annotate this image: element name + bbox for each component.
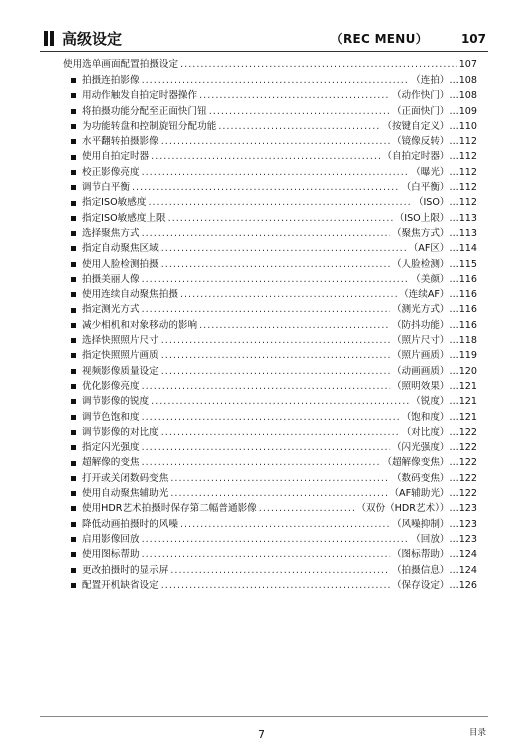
- section-marker-icon: [44, 31, 55, 46]
- dot-leader: [142, 532, 410, 547]
- toc-entry[interactable]: [63, 517, 477, 532]
- toc-entry-setting: （ISO）: [413, 197, 450, 209]
- toc-entry-label: 配置开机缺省设定: [82, 579, 159, 591]
- toc-entry-label: 调节色饱和度: [82, 411, 140, 423]
- toc-entry-label: 水平翻转拍摄影像: [82, 136, 159, 148]
- toc-entry-setting: （美颜）: [411, 273, 450, 285]
- dot-leader-tail: ...: [449, 335, 459, 347]
- toc-entry-label: 指定ISO敏感度: [82, 197, 147, 209]
- toc-entry-setting: （聚焦方式）: [391, 227, 450, 239]
- toc-entry-page: 122: [458, 472, 477, 484]
- toc-entry-page: 120: [458, 365, 477, 377]
- toc-entry[interactable]: [63, 440, 477, 455]
- toc-entry-page: 126: [458, 579, 477, 591]
- bullet-square-icon: [71, 476, 76, 481]
- dot-leader: [259, 501, 355, 516]
- toc-entry-label: 指定ISO敏感度上限: [82, 212, 166, 224]
- toc-entry-setting: （测光方式）: [391, 304, 450, 316]
- toc-entry[interactable]: [63, 302, 477, 317]
- bullet-square-icon: [71, 583, 76, 588]
- toc-entry-setting: （曝光）: [411, 166, 450, 178]
- header-page-number: 107: [460, 32, 486, 46]
- toc-entry[interactable]: [63, 563, 477, 578]
- toc-entry[interactable]: [63, 348, 477, 363]
- dot-leader-tail: ...: [449, 304, 459, 316]
- dot-leader-tail: ...: [449, 273, 459, 285]
- toc-entry-page: 122: [458, 488, 477, 500]
- toc-entry[interactable]: [63, 578, 477, 593]
- toc-entry-label: 指定闪光强度: [82, 442, 140, 454]
- toc-entry[interactable]: [63, 241, 477, 256]
- toc-entry-setting: （正面快门）: [391, 105, 450, 117]
- bullet-square-icon: [71, 139, 76, 144]
- toc-entry-page: 109: [458, 105, 477, 117]
- toc-entry[interactable]: [63, 134, 477, 149]
- bullet-square-icon: [71, 124, 76, 129]
- toc-entry-page: 110: [458, 120, 477, 132]
- dot-leader: [218, 119, 380, 134]
- toc-head-label: 使用选单画面配置拍摄设定: [63, 59, 179, 70]
- contents-link[interactable]: 目录: [468, 728, 486, 738]
- dot-leader: [180, 517, 390, 532]
- toc-entry-setting: （照片画质）: [391, 350, 450, 362]
- page-title: 高级设定: [62, 30, 123, 48]
- toc-entry[interactable]: [63, 318, 477, 333]
- dot-leader-tail: ...: [449, 258, 459, 270]
- toc-entry-label: 优化影像亮度: [82, 380, 140, 392]
- dot-leader-tail: ...: [449, 319, 459, 331]
- dot-leader-tail: ...: [449, 411, 459, 423]
- toc-entry-page: 124: [458, 564, 477, 576]
- toc-entry-page: 122: [458, 457, 477, 469]
- toc-entry-page: 122: [458, 426, 477, 438]
- toc-entry-label: 视频影像质量设定: [82, 365, 159, 377]
- toc-entry[interactable]: [63, 226, 477, 241]
- toc-entry-page: 112: [458, 151, 477, 163]
- dot-leader: [161, 348, 390, 363]
- toc-entry-page: 121: [458, 380, 477, 392]
- dot-leader-tail: ...: [449, 457, 459, 469]
- toc-entry-page: 124: [458, 549, 477, 561]
- toc-entry-setting: （风噪抑制）: [391, 518, 450, 530]
- dot-leader: [199, 318, 390, 333]
- dot-leader-tail: ...: [449, 212, 459, 224]
- toc-entry-label: 选择快照照片尺寸: [82, 335, 159, 347]
- dot-leader-tail: ...: [449, 549, 459, 561]
- toc-entry-setting: （锐度）: [411, 396, 450, 408]
- toc-entry[interactable]: [63, 364, 477, 379]
- toc-entry-label: 为功能转盘和控制旋钮分配功能: [82, 120, 217, 132]
- toc-entry-page: 116: [458, 304, 477, 316]
- bullet-square-icon: [71, 93, 76, 98]
- toc-entry-page: 112: [458, 197, 477, 209]
- toc-entry[interactable]: [63, 379, 477, 394]
- section-name: （REC MENU）: [330, 32, 428, 46]
- toc-entry-setting: （白平衡）: [401, 182, 450, 194]
- toc-entry-label: 拍摄美丽人像: [82, 273, 140, 285]
- toc-entry-page: 122: [458, 442, 477, 454]
- dot-leader-tail: ...: [449, 243, 459, 255]
- dot-leader-tail: ...: [449, 396, 459, 408]
- dot-leader: [142, 379, 390, 394]
- dot-leader: [151, 149, 380, 164]
- toc-entry-page: 112: [458, 166, 477, 178]
- toc-entry-setting: （镜像反转）: [391, 136, 450, 148]
- dot-leader: [170, 471, 390, 486]
- toc-entry-setting: （AF区）: [408, 243, 450, 255]
- toc-entry[interactable]: [63, 257, 477, 272]
- dot-leader: [142, 455, 381, 470]
- toc-entry-setting: （动作快门）: [391, 90, 450, 102]
- dot-leader: [142, 440, 390, 455]
- toc-entry-setting: （闪光强度）: [391, 442, 450, 454]
- toc-entry-label: 减少相机和对象移动的影响: [82, 319, 198, 331]
- toc-entry[interactable]: [63, 104, 477, 119]
- bullet-square-icon: [71, 185, 76, 190]
- bullet-square-icon: [71, 353, 76, 358]
- bullet-square-icon: [71, 277, 76, 282]
- toc-list: [63, 73, 477, 593]
- toc-head-entry[interactable]: [63, 57, 477, 73]
- toc-entry-page: 121: [458, 396, 477, 408]
- dot-leader-tail: ...: [449, 472, 459, 484]
- toc-entry[interactable]: [63, 119, 477, 134]
- dot-leader-tail: ...: [449, 289, 459, 301]
- toc-entry-label: 校正影像亮度: [82, 166, 140, 178]
- toc-entry-setting: （按键自定义）: [382, 120, 450, 132]
- dot-leader: [161, 134, 390, 149]
- toc-entry-page: 116: [458, 273, 477, 285]
- toc-entry-page: 118: [458, 335, 477, 347]
- bullet-square-icon: [71, 231, 76, 236]
- toc-entry[interactable]: [63, 287, 477, 302]
- toc-entry-label: 调节影像的对比度: [82, 426, 159, 438]
- toc-entry-setting: （人脸检测）: [391, 258, 450, 270]
- bullet-square-icon: [71, 308, 76, 313]
- toc-entry[interactable]: [63, 532, 477, 547]
- footer-page-number: 7: [258, 728, 265, 741]
- bullet-square-icon: [71, 491, 76, 496]
- toc-head-page: 107: [458, 59, 477, 70]
- toc-entry-setting: （连续AF）: [399, 289, 450, 301]
- toc-entry[interactable]: [63, 425, 477, 440]
- dot-leader-tail: ...: [449, 365, 459, 377]
- toc-entry[interactable]: [63, 165, 477, 180]
- toc-entry-page: 108: [458, 75, 477, 86]
- toc-entry-label: 使用人脸检测拍摄: [82, 258, 159, 270]
- bullet-square-icon: [71, 155, 76, 160]
- dot-leader: [161, 578, 390, 593]
- bullet-square-icon: [71, 430, 76, 435]
- toc-entry-label: 指定快照照片画质: [82, 350, 159, 362]
- bullet-square-icon: [71, 262, 76, 267]
- bullet-square-icon: [71, 323, 76, 328]
- toc-entry[interactable]: [63, 486, 477, 501]
- dot-leader: [199, 88, 390, 103]
- dot-leader: [168, 211, 393, 226]
- footer-divider: [40, 716, 488, 717]
- toc-entry[interactable]: [63, 501, 477, 516]
- bullet-square-icon: [71, 216, 76, 221]
- dot-leader: [209, 104, 390, 119]
- dot-leader: [180, 57, 457, 73]
- toc-entry-page: 112: [458, 182, 477, 194]
- dot-leader-tail: ...: [449, 518, 459, 530]
- bullet-square-icon: [71, 170, 76, 175]
- toc-entry-label: 用动作触发自拍定时器操作: [82, 90, 198, 102]
- toc-entry-page: 119: [458, 350, 477, 362]
- toc-entry-label: 启用影像回放: [82, 533, 140, 545]
- dot-leader-tail: ...: [449, 136, 459, 148]
- toc-entry-label: 拍摄连拍影像: [82, 75, 140, 86]
- dot-leader-tail: ...: [449, 533, 459, 545]
- page-header: [40, 29, 488, 51]
- bullet-square-icon: [71, 415, 76, 420]
- bullet-square-icon: [71, 246, 76, 251]
- toc-entry-setting: （防抖功能）: [391, 319, 450, 331]
- toc-entry-label: 调节影像的锐度: [82, 396, 150, 408]
- toc-entry-page: 115: [458, 258, 477, 270]
- dot-leader: [161, 257, 390, 272]
- toc-entry[interactable]: [63, 547, 477, 562]
- bullet-square-icon: [71, 399, 76, 404]
- dot-leader-tail: ...: [449, 197, 459, 209]
- toc-entry-setting: （数码变焦）: [391, 472, 450, 484]
- toc-entry[interactable]: [63, 88, 477, 103]
- bullet-square-icon: [71, 568, 76, 573]
- toc-entry-label: 打开或关闭数码变焦: [82, 472, 169, 484]
- dot-leader: [148, 195, 411, 210]
- dot-leader-tail: ...: [449, 442, 459, 454]
- toc-entry-setting: （照明效果）: [391, 380, 450, 392]
- toc-entry-setting: （回放）: [411, 533, 450, 545]
- toc-entry-setting: （动画画质）: [391, 365, 450, 377]
- dot-leader: [142, 226, 390, 241]
- dot-leader-tail: ...: [449, 227, 459, 239]
- table-of-contents: [63, 57, 477, 593]
- toc-entry-page: 116: [458, 289, 477, 301]
- bullet-square-icon: [71, 292, 76, 297]
- toc-entry[interactable]: [63, 333, 477, 348]
- toc-entry-label: 将拍摄功能分配至正面快门钮: [82, 105, 207, 117]
- dot-leader-tail: ...: [449, 488, 459, 500]
- toc-entry[interactable]: [63, 272, 477, 287]
- bullet-square-icon: [71, 537, 76, 542]
- toc-entry[interactable]: [63, 410, 477, 425]
- dot-leader: [142, 410, 400, 425]
- dot-leader-tail: ...: [449, 151, 459, 163]
- toc-entry-label: 使用自动聚焦辅助光: [82, 488, 169, 500]
- toc-entry-page: 123: [458, 503, 477, 515]
- toc-entry-setting: （拍摄信息）: [391, 564, 450, 576]
- toc-entry-page: 112: [458, 136, 477, 148]
- toc-entry-setting: （保存设定）: [391, 579, 450, 591]
- toc-entry-label: 使用HDR艺术拍摄时保存第二幅普通影像: [82, 503, 257, 515]
- header-divider: [40, 51, 488, 52]
- bullet-square-icon: [71, 552, 76, 557]
- toc-entry-setting: （照片尺寸）: [391, 335, 450, 347]
- bullet-square-icon: [71, 384, 76, 389]
- bullet-square-icon: [71, 338, 76, 343]
- bullet-square-icon: [71, 78, 76, 83]
- toc-entry-label: 更改拍摄时的显示屏: [82, 564, 169, 576]
- toc-entry-setting: （AF辅助光）: [389, 488, 450, 500]
- toc-entry-label: 指定自动聚焦区域: [82, 243, 159, 255]
- dot-leader: [132, 180, 400, 195]
- toc-entry-setting: （超解像变焦）: [382, 457, 450, 469]
- toc-entry[interactable]: [63, 195, 477, 210]
- dot-leader-tail: ...: [449, 166, 459, 178]
- dot-leader-tail: ...: [449, 503, 459, 515]
- toc-entry-page: 116: [458, 319, 477, 331]
- dot-leader: [170, 486, 387, 501]
- dot-leader: [161, 364, 390, 379]
- dot-leader-tail: ...: [449, 579, 459, 591]
- toc-entry-label: 选择聚焦方式: [82, 227, 140, 239]
- dot-leader-tail: ...: [449, 105, 459, 117]
- toc-entry[interactable]: [63, 471, 477, 486]
- toc-entry[interactable]: [63, 180, 477, 195]
- dot-leader: [142, 73, 410, 88]
- bullet-square-icon: [71, 369, 76, 374]
- toc-entry[interactable]: [63, 394, 477, 409]
- bullet-square-icon: [71, 109, 76, 114]
- dot-leader-tail: ...: [449, 426, 459, 438]
- dot-leader-tail: ...: [449, 380, 459, 392]
- toc-entry-setting: （饱和度）: [401, 411, 450, 423]
- toc-entry-label: 使用自拍定时器: [82, 151, 150, 163]
- bullet-square-icon: [71, 201, 76, 206]
- dot-leader: [142, 302, 390, 317]
- toc-entry-page: 114: [458, 243, 477, 255]
- bullet-square-icon: [71, 522, 76, 527]
- dot-leader-tail: ...: [449, 182, 459, 194]
- toc-entry-page: 113: [458, 227, 477, 239]
- toc-entry-page: 108: [458, 90, 477, 102]
- toc-entry-setting: （自拍定时器）: [382, 151, 450, 163]
- bullet-square-icon: [71, 445, 76, 450]
- toc-entry-setting: （图标帮助）: [391, 549, 450, 561]
- toc-entry-label: 使用连续自动聚焦拍摄: [82, 289, 178, 301]
- dot-leader: [142, 165, 410, 180]
- toc-entry[interactable]: [63, 149, 477, 164]
- toc-entry[interactable]: [63, 73, 477, 88]
- dot-leader: [170, 563, 390, 578]
- toc-entry-page: 123: [458, 518, 477, 530]
- dot-leader: [161, 241, 407, 256]
- toc-entry-setting: （对比度）: [401, 426, 450, 438]
- dot-leader-tail: ...: [449, 564, 459, 576]
- dot-leader: [142, 272, 410, 287]
- toc-entry-label: 降低动画拍摄时的风噪: [82, 518, 178, 530]
- dot-leader: [180, 287, 397, 302]
- toc-entry-label: 指定测光方式: [82, 304, 140, 316]
- dot-leader: [161, 425, 400, 440]
- toc-entry-label: 使用图标帮助: [82, 549, 140, 561]
- toc-entry-page: 113: [458, 212, 477, 224]
- toc-entry-page: 123: [458, 533, 477, 545]
- dot-leader: [151, 394, 409, 409]
- toc-entry[interactable]: [63, 211, 477, 226]
- dot-leader: [161, 333, 390, 348]
- toc-entry-setting: （ISO上限）: [394, 212, 450, 224]
- dot-leader: [142, 547, 390, 562]
- toc-entry-label: 超解像的变焦: [82, 457, 140, 469]
- bullet-square-icon: [71, 461, 76, 466]
- toc-entry[interactable]: [63, 455, 477, 470]
- toc-entry-label: 调节白平衡: [82, 182, 130, 194]
- dot-leader-tail: ...: [449, 120, 459, 132]
- toc-entry-page: 121: [458, 411, 477, 423]
- bullet-square-icon: [71, 506, 76, 511]
- toc-entry-setting: （双份（HDR艺术））: [356, 503, 450, 515]
- dot-leader-tail: ...: [449, 350, 459, 362]
- dot-leader-tail: ...: [449, 90, 459, 102]
- toc-entry-setting: （连拍）: [411, 75, 450, 86]
- dot-leader-tail: ...: [449, 75, 459, 86]
